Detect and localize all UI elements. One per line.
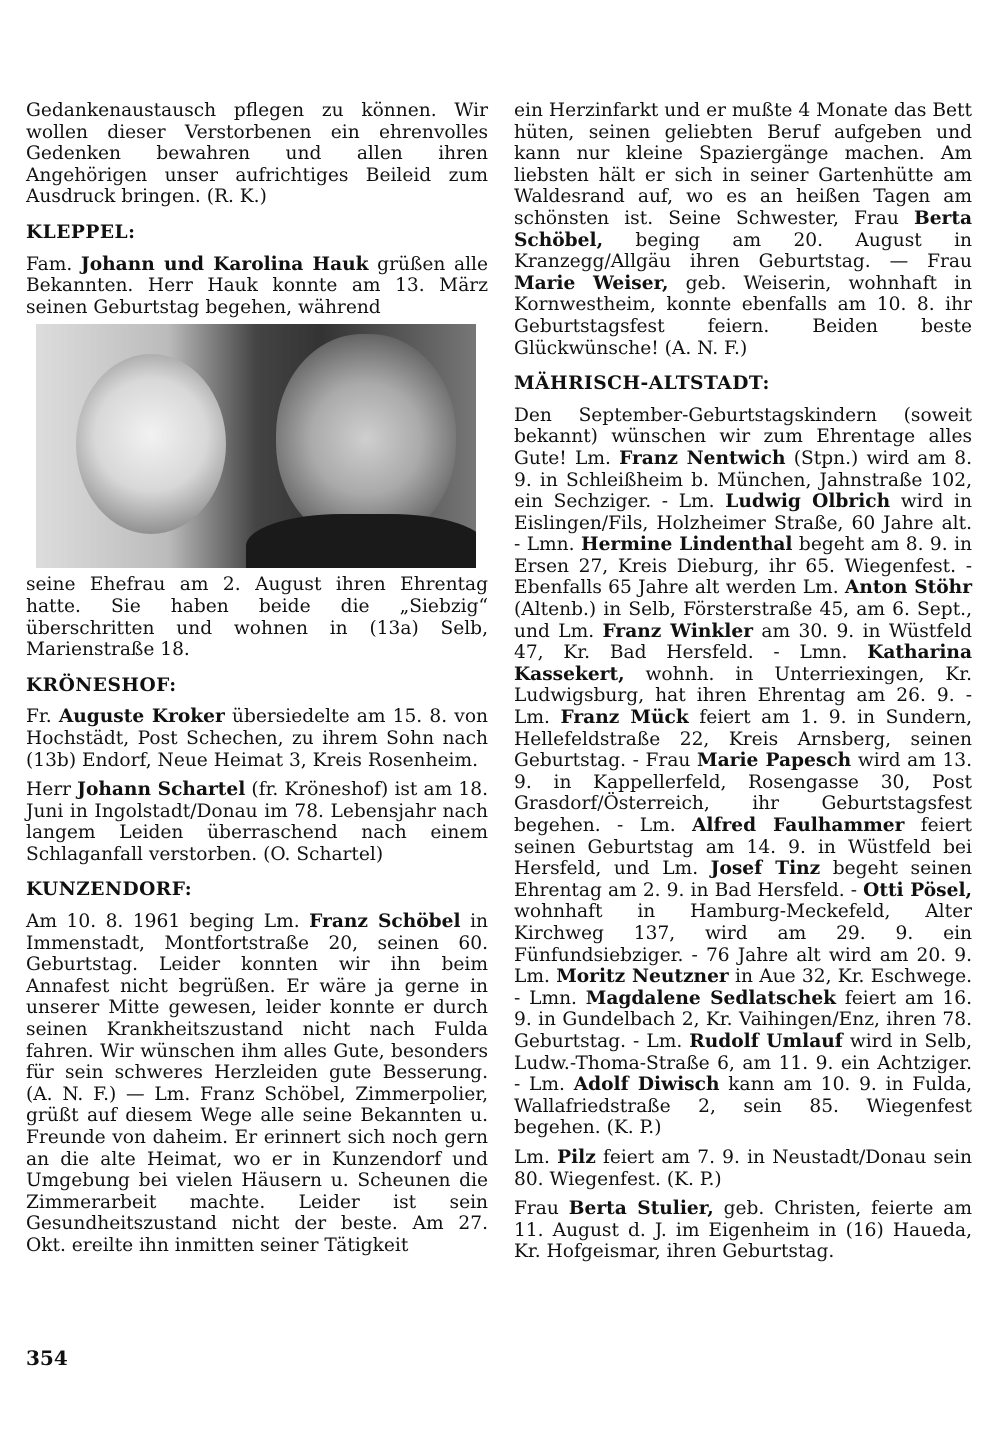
text: geb. Christen, feierte am 11. August d. J. im Eigenheim in (16) Haueda, Kr. Hofgeismar, ihren Geburtstag. [514,1198,972,1263]
person-name: Hermine Lindenthal [581,534,793,556]
paragraph [514,100,972,359]
person-name: Johann Schartel [77,779,246,801]
person-name: Johann und Karolina Hauk [80,253,369,275]
text: Lm. [514,1146,558,1168]
person-name: Ludwig Olbrich [725,491,891,513]
text: (Altenb.) in Selb, Försterstraße 45, am 6. Sept., und Lm. [514,599,972,642]
text: Frau [514,1198,569,1220]
person-name: Alfred Faulhammer [692,815,905,836]
section-heading-kroneshof: KRÖNESHOF: [26,674,177,696]
person-name: Magdalene Sedlatschek [585,987,837,1009]
page-number: 354 [26,1346,68,1370]
person-name: Adolf Diwisch [573,1074,720,1096]
person-name: Franz Winkler [602,620,753,642]
text: Herr [26,779,78,801]
paragraph [514,405,972,1139]
section-heading-kleppel: KLEPPEL: [26,221,136,243]
man-portrait [276,334,456,544]
paragraph [514,1198,972,1263]
text: feiert seinen Geburtstag am 14. 9. in Wüstfeld bei Hersfeld, und Lm. [514,815,972,880]
text: feiert am 16. 9. in Gundelbach 2, Kr. Vaihingen/Enz, ihren 78. Geburtstag. - Lm. [514,987,972,1052]
person-name: Berta Schöbel, [514,207,972,251]
person-name: Pilz [557,1146,596,1168]
text: übersiedelte am 15. 8. von Hochstädt, Post Schechen, zu ihrem Sohn nach (13b) Endorf, Neue Heimat 3, Kreis Rosenheim. [26,706,488,771]
couple-photo [36,324,476,568]
text: feiert am 1. 9. in Sundern, Hellefeldstraße 22, Kreis Arnsberg, seinen Geburtstag. - Frau [514,707,972,772]
suit-shape [246,514,476,568]
paragraph [26,779,488,865]
text: Fam. [26,253,81,275]
right-column [514,100,972,1271]
paragraph [26,706,488,771]
text: grüßen alle Bekannten. Herr Hauk konnte am 13. März seinen Geburtstag begehen, während [26,253,488,318]
text: beging am 20. August in Kranzegg/Allgäu ihren Geburtstag. — Frau [514,229,972,273]
paragraph: Gedankenaustausch pflegen zu können. Wir wollen dieser Verstorbenen ein ehrenvolles Gedenken bewahren und allen ihren Angehörigen unser aufrichtiges Beileid zum Ausdruck bringen. (R. K.) [26,100,488,208]
person-name: Franz Schöbel [309,911,461,933]
text: wird in Selb, Ludw.-Thoma-Straße 6, am 11. 9. ein Achtziger. - Lm. [514,1030,972,1096]
text: feiert am 7. 9. in Neustadt/Donau sein 80. Wiegenfest. (K. P.) [514,1146,973,1190]
person-name: Franz Mück [560,707,689,729]
text: begeht seinen Ehrentag am 2. 9. in Bad Hersfeld. - [514,858,972,901]
text: wird in Eislingen/Fils, Holzheimer Straße, 60 Jahre alt. - Lmn. [514,491,972,556]
person-name: Josef Tinz [710,858,821,880]
section-heading-mahrisch-altstadt: MÄHRISCH-ALTSTADT: [514,373,770,395]
person-name: Anton Stöhr [844,577,972,599]
woman-portrait [76,354,226,534]
paragraph: seine Ehefrau am 2. August ihren Ehrentag hatte. Sie haben beide die „Siebzig“ überschritten und wohnen in (13a) Selb, Marienstraße 18. [26,574,488,661]
paragraph [26,254,488,319]
text: Den September-Geburtstagskindern (soweit bekannt) wünschen wir zum Ehrentage alles Gute! Lm. [514,404,972,469]
person-name: Berta Stulier, [568,1198,714,1220]
text: geb. Weiserin, wohnhaft in Kornwestheim, konnte ebenfalls am 10. 8. ihr Geburtstagsfest feiern. Beiden beste Glückwünsche! (A. N. F.) [514,272,972,359]
text: Am 10. 8. 1961 beging Lm. [26,911,310,933]
text: (Stpn.) wird am 8. 9. in Schleißheim b. München, Jahnstraße 102, ein Sechziger. - Lm. [514,447,972,513]
text: wird am 13. 9. in Kappellerfeld, Rosengasse 30, Post Grasdorf/Österreich, ihr Geburtstagsfest begehen. - Lm. [514,750,973,836]
person-name: Franz Nentwich [619,447,786,469]
person-name: Rudolf Umlauf [689,1030,843,1052]
person-name: Auguste Kroker [58,706,225,728]
paragraph [26,911,488,1257]
text: am 30. 9. in Wüstfeld 47, Kr. Bad Hersfeld. - Lmn. [514,620,972,664]
text: in Aue 32, Kr. Eschwege. - Lmn. [514,966,972,1009]
left-column [26,100,488,1265]
text: in Immenstadt, Montfortstraße 20, seinen 60. Geburtstag. Leider konnten wir ihn beim Annafest nicht begrüßen. Er wäre ja gerne in unserer Mitte gewesen, leider konnte er durch seinen Krankheitszustand nicht nach Fulda fahren. Wir wünschen ihm alles Gute, besonders für sein schweres Herzleiden gute Besserung. (A. N. F.) — Lm. Franz Schöbel, Zimmerpolier, grüßt auf diesem Wege alle seine Bekannten u. Freunde von daheim. Er erinnert sich noch gern an die alte Heimat, wo er in Kunzendorf und Umgebung bei vielen Häusern u. Scheunen die Zimmerarbeit machte. Leider ist sein Gesundheitszustand nicht der beste. Am 27. Okt. ereilte ihn inmitten seiner Tätigkeit [26,911,488,1256]
section-heading-kunzendorf: KUNZENDORF: [26,879,193,901]
person-name: Katharina Kassekert, [514,642,972,685]
paragraph [514,1147,972,1190]
text: wohnh. in Unterriexingen, Kr. Ludwigsburg, hat ihren Ehrentag am 26. 9. - Lm. [514,663,972,729]
person-name: Marie Weiser, [514,272,669,294]
person-name: Moritz Neutzner [556,966,729,988]
text: wohnhaft in Hamburg-Meckefeld, Alter Kirchweg 137, wird am 29. 9. ein Fünfundsiebziger. - 76 Jahre alt wird am 20. 9. Lm. [514,901,972,988]
text: Fr. [26,706,59,728]
text: ein Herzinfarkt und er mußte 4 Monate das Bett hüten, seinen geliebten Beruf aufgeben und kann nur kleine Spaziergänge machen. Am liebsten hält er sich in seiner Gartenhütte am Waldesrand auf, wo es an heißen Tagen am schönsten ist. Seine Schwester, Frau [514,100,972,229]
person-name: Otti Pösel, [863,879,972,901]
text: begeht am 8. 9. in Ersen 27, Kreis Dieburg, ihr 65. Wiegenfest. - Ebenfalls 65 Jahre alt werden Lm. [514,534,972,599]
person-name: Marie Papesch [697,750,852,772]
text: (fr. Kröneshof) ist am 18. Juni in Ingolstadt/Donau im 78. Lebensjahr nach langem Leiden überraschend nach einem Schlaganfall verstorben. (O. Schartel) [26,779,489,865]
text: kann am 10. 9. in Fulda, Wallafriedstraße 2, sein 85. Wiegenfest begehen. (K. P.) [514,1074,972,1139]
